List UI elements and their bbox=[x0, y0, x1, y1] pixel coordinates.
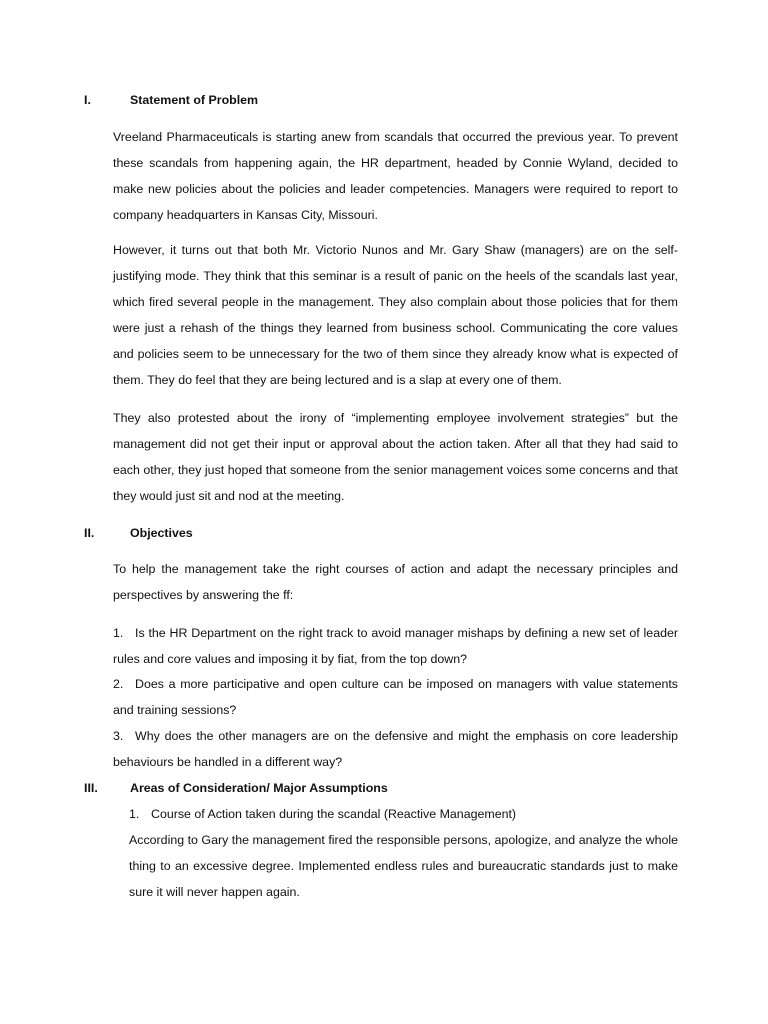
objective-question-1 bbox=[113, 620, 678, 672]
question-text: Is the HR Department on the right track to avoid manager mishaps by defining a new set of leader rules and core values and imposing it by fiat, from the top down? bbox=[113, 626, 678, 666]
problem-paragraph-2: However, it turns out that both Mr. Victorio Nunos and Mr. Gary Shaw (managers) are on the self-justifying mode. They think that this seminar is a result of panic on the heels of the scandals last year, which fired several people in the management. They also complain about those policies that for them were just a rehash of the things they learned from business school. Communicating the core values and policies seem to be unnecessary for the two of them since they already know what is expected of them. They do feel that they are being lectured and is a slap at every one of them. bbox=[113, 243, 678, 387]
question-number: 3. bbox=[113, 729, 124, 743]
section-title: Statement of Problem bbox=[130, 93, 259, 107]
question-text: Does a more participative and open culture can be imposed on managers with value statements and training sessions? bbox=[113, 677, 678, 717]
section-title: Objectives bbox=[130, 526, 193, 540]
consideration-item-1-text: According to Gary the management fired the responsible persons, apologize, and analyze the whole thing to an excessive degree. Implemented endless rules and bureaucratic standards just to make sure it will never happen again. bbox=[129, 833, 678, 899]
section-heading-problem bbox=[84, 93, 258, 107]
question-text: Why does the other managers are on the defensive and might the emphasis on core leadership behaviours be handled in a different way? bbox=[113, 729, 678, 769]
section-heading-objectives bbox=[84, 526, 193, 540]
consideration-number: 1. bbox=[129, 807, 140, 821]
objective-question-2 bbox=[113, 671, 678, 723]
question-number: 1. bbox=[113, 626, 124, 640]
objective-question-3 bbox=[113, 723, 678, 775]
section-number: II. bbox=[84, 526, 95, 540]
objectives-intro: To help the management take the right courses of action and adapt the necessary principles and perspectives by answering the ff: bbox=[113, 562, 678, 602]
consideration-title: Course of Action taken during the scandal (Reactive Management) bbox=[151, 807, 517, 821]
section-number: III. bbox=[84, 781, 98, 795]
consideration-item-1-title bbox=[129, 801, 678, 827]
section-number: I. bbox=[84, 93, 91, 107]
problem-paragraph-3: They also protested about the irony of “implementing employee involvement strategies” but the management did not get their input or approval about the action taken. After all that they had said to each other, they just hoped that someone from the senior management voices some concerns and that they would just sit and nod at the meeting. bbox=[113, 411, 678, 503]
section-title: Areas of Consideration/ Major Assumptions bbox=[130, 781, 388, 795]
problem-paragraph-1: Vreeland Pharmaceuticals is starting anew from scandals that occurred the previous year. To prevent these scandals from happening again, the HR department, headed by Connie Wyland, decided to make new policies about the policies and leader competencies. Managers were required to report to company headquarters in Kansas City, Missouri. bbox=[113, 130, 678, 222]
section-heading-considerations bbox=[84, 781, 388, 795]
question-number: 2. bbox=[113, 677, 124, 691]
